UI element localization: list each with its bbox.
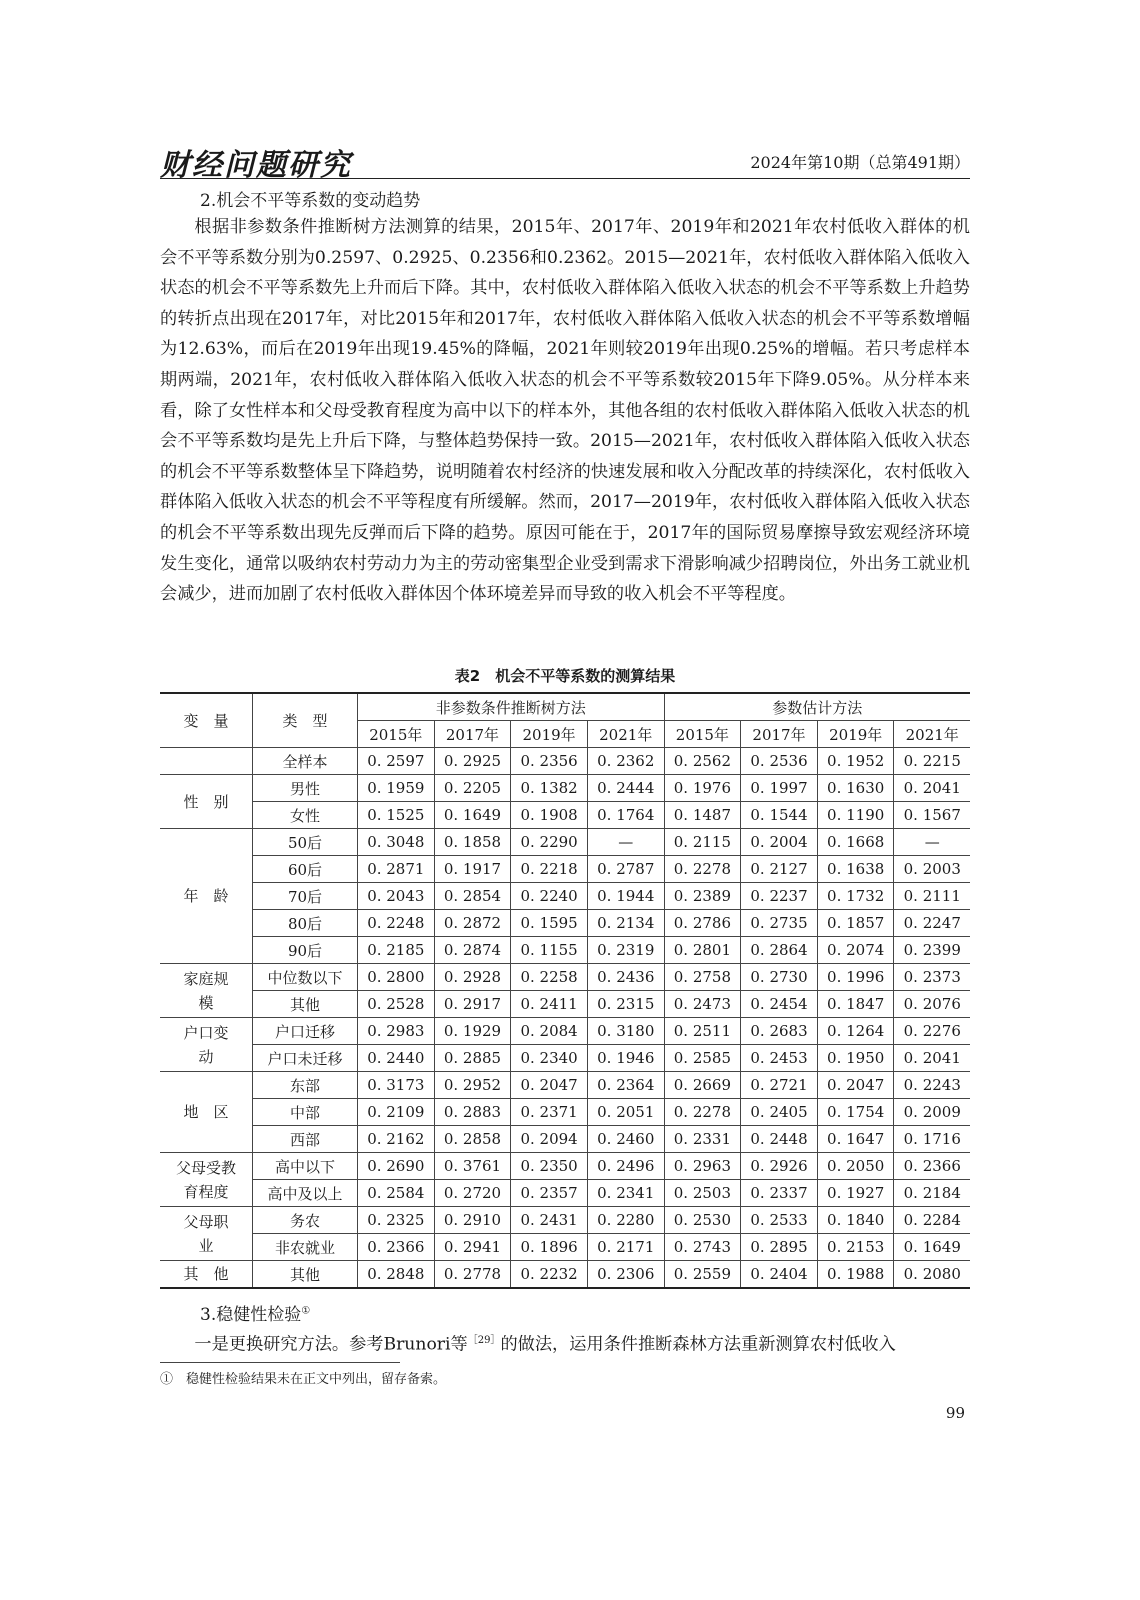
results-table (160, 692, 970, 1289)
value-cell: 0. 2047 (817, 1072, 894, 1099)
value-cell: 0. 2340 (511, 1045, 588, 1072)
value-cell: 0. 1952 (817, 748, 894, 775)
type-cell: 80后 (253, 910, 358, 937)
value-cell: 0. 2801 (664, 937, 741, 964)
value-cell: 0. 2371 (511, 1099, 588, 1126)
value-cell: 0. 2440 (358, 1045, 435, 1072)
table-row (160, 775, 970, 802)
year-header: 2017年 (741, 721, 818, 748)
type-cell: 60后 (253, 856, 358, 883)
value-cell: 0. 2043 (358, 883, 435, 910)
value-cell: 0. 2331 (664, 1126, 741, 1153)
value-cell: 0. 2883 (434, 1099, 511, 1126)
value-cell: 0. 2162 (358, 1126, 435, 1153)
value-cell: 0. 2559 (664, 1261, 741, 1289)
value-cell: 0. 2941 (434, 1234, 511, 1261)
value-cell: 0. 2248 (358, 910, 435, 937)
value-cell: 0. 2185 (358, 937, 435, 964)
value-cell: 0. 2306 (587, 1261, 664, 1289)
value-cell: 0. 3173 (358, 1072, 435, 1099)
value-cell: 0. 1988 (817, 1261, 894, 1289)
value-cell: 0. 2473 (664, 991, 741, 1018)
value-cell: 0. 2928 (434, 964, 511, 991)
value-cell: 0. 2721 (741, 1072, 818, 1099)
value-cell: 0. 2215 (894, 748, 970, 775)
value-cell: 0. 2404 (741, 1261, 818, 1289)
variable-cell: 年 龄 (160, 829, 253, 964)
value-cell: 0. 2453 (741, 1045, 818, 1072)
type-cell: 中位数以下 (253, 964, 358, 991)
value-cell: 0. 2366 (358, 1234, 435, 1261)
value-cell: 0. 2917 (434, 991, 511, 1018)
table-row (160, 748, 970, 775)
value-cell: 0. 2778 (434, 1261, 511, 1289)
section-3-text-b: 的做法，运用条件推断森林方法重新测算农村低收入 (500, 1334, 896, 1355)
value-cell: 0. 2350 (511, 1153, 588, 1180)
table-row (160, 1234, 970, 1261)
value-cell: 0. 1487 (664, 802, 741, 829)
value-cell: 0. 2362 (587, 748, 664, 775)
year-header: 2021年 (894, 721, 970, 748)
value-cell: 0. 2341 (587, 1180, 664, 1207)
value-cell: 0. 2325 (358, 1207, 435, 1234)
value-cell: 0. 2389 (664, 883, 741, 910)
type-cell: 女性 (253, 802, 358, 829)
value-cell: 0. 2280 (587, 1207, 664, 1234)
value-cell: 0. 1649 (434, 802, 511, 829)
value-cell: 0. 2530 (664, 1207, 741, 1234)
value-cell: 0. 2290 (511, 829, 588, 856)
value-cell: 0. 2720 (434, 1180, 511, 1207)
table-row (160, 1126, 970, 1153)
value-cell: 0. 2730 (741, 964, 818, 991)
value-cell: 0. 2786 (664, 910, 741, 937)
type-cell: 非农就业 (253, 1234, 358, 1261)
type-cell: 全样本 (253, 748, 358, 775)
value-cell: 0. 1946 (587, 1045, 664, 1072)
value-cell: 0. 1647 (817, 1126, 894, 1153)
variable-cell: 父母受教育程度 (160, 1153, 253, 1207)
value-cell: 0. 2218 (511, 856, 588, 883)
value-cell: 0. 1630 (817, 775, 894, 802)
type-cell: 中部 (253, 1099, 358, 1126)
value-cell: 0. 1155 (511, 937, 588, 964)
type-cell: 50后 (253, 829, 358, 856)
variable-cell: 户口变动 (160, 1018, 253, 1072)
type-cell: 户口未迁移 (253, 1045, 358, 1072)
type-cell: 东部 (253, 1072, 358, 1099)
value-cell: 0. 1840 (817, 1207, 894, 1234)
value-cell: 0. 2787 (587, 856, 664, 883)
value-cell: 0. 1944 (587, 883, 664, 910)
value-cell: 0. 1950 (817, 1045, 894, 1072)
value-cell: 0. 1668 (817, 829, 894, 856)
value-cell: 0. 2669 (664, 1072, 741, 1099)
value-cell: 0. 2184 (894, 1180, 970, 1207)
section-3-text-a: 一是更换研究方法。参考Brunori等 (194, 1334, 468, 1355)
value-cell: 0. 2243 (894, 1072, 970, 1099)
value-cell: 0. 2074 (817, 937, 894, 964)
value-cell: 0. 1595 (511, 910, 588, 937)
value-cell: 0. 2009 (894, 1099, 970, 1126)
value-cell: 0. 2364 (587, 1072, 664, 1099)
value-cell: 0. 2496 (587, 1153, 664, 1180)
value-cell: 0. 2094 (511, 1126, 588, 1153)
table-row (160, 1207, 970, 1234)
type-cell: 高中及以上 (253, 1180, 358, 1207)
table-row (160, 1180, 970, 1207)
value-cell: 0. 2848 (358, 1261, 435, 1289)
year-header: 2017年 (434, 721, 511, 748)
value-cell: 0. 2528 (358, 991, 435, 1018)
value-cell: 0. 1857 (817, 910, 894, 937)
value-cell: 0. 2109 (358, 1099, 435, 1126)
value-cell: 0. 2258 (511, 964, 588, 991)
value-cell: 0. 2373 (894, 964, 970, 991)
type-cell: 其他 (253, 1261, 358, 1289)
table-row (160, 991, 970, 1018)
value-cell: 0. 2858 (434, 1126, 511, 1153)
value-cell: 0. 2963 (664, 1153, 741, 1180)
value-cell: 0. 2315 (587, 991, 664, 1018)
value-cell: 0. 1764 (587, 802, 664, 829)
value-cell: 0. 2758 (664, 964, 741, 991)
value-cell: 0. 2084 (511, 1018, 588, 1045)
value-cell: 0. 2337 (741, 1180, 818, 1207)
value-cell: 0. 2076 (894, 991, 970, 1018)
type-cell: 务农 (253, 1207, 358, 1234)
value-cell: 0. 2278 (664, 1099, 741, 1126)
type-cell: 高中以下 (253, 1153, 358, 1180)
value-cell: 0. 2134 (587, 910, 664, 937)
table-row (160, 1045, 970, 1072)
table-row (160, 829, 970, 856)
value-cell: 0. 2127 (741, 856, 818, 883)
table-row (160, 802, 970, 829)
header-variable: 变 量 (160, 693, 253, 748)
value-cell: 0. 3048 (358, 829, 435, 856)
value-cell: 0. 2436 (587, 964, 664, 991)
variable-cell: 性 别 (160, 775, 253, 829)
value-cell: 0. 2431 (511, 1207, 588, 1234)
table-row (160, 1018, 970, 1045)
year-header: 2015年 (358, 721, 435, 748)
value-cell: 0. 2115 (664, 829, 741, 856)
value-cell: 0. 2511 (664, 1018, 741, 1045)
type-cell: 户口迁移 (253, 1018, 358, 1045)
year-header: 2019年 (511, 721, 588, 748)
table-body (160, 748, 970, 1289)
value-cell: 0. 2047 (511, 1072, 588, 1099)
value-cell: 0. 1959 (358, 775, 435, 802)
table-row (160, 1072, 970, 1099)
value-cell: 0. 2405 (741, 1099, 818, 1126)
type-cell: 男性 (253, 775, 358, 802)
table-row (160, 856, 970, 883)
table-row (160, 964, 970, 991)
table-row (160, 1261, 970, 1289)
value-cell: 0. 1754 (817, 1099, 894, 1126)
value-cell: 0. 1649 (894, 1234, 970, 1261)
value-cell: 0. 2232 (511, 1261, 588, 1289)
value-cell: 0. 2874 (434, 937, 511, 964)
value-cell: 0. 2503 (664, 1180, 741, 1207)
page-number: 99 (945, 1404, 965, 1422)
value-cell: 0. 1847 (817, 991, 894, 1018)
value-cell: 0. 2584 (358, 1180, 435, 1207)
value-cell: 0. 2319 (587, 937, 664, 964)
value-cell: 0. 1382 (511, 775, 588, 802)
value-cell: 0. 1976 (664, 775, 741, 802)
year-header: 2021年 (587, 721, 664, 748)
value-cell: 0. 2284 (894, 1207, 970, 1234)
value-cell: 0. 2003 (894, 856, 970, 883)
value-cell: 0. 2895 (741, 1234, 818, 1261)
value-cell: 0. 1908 (511, 802, 588, 829)
value-cell: 0. 2356 (511, 748, 588, 775)
footnote-rule (160, 1362, 400, 1363)
value-cell: 0. 1544 (741, 802, 818, 829)
value-cell: 0. 2051 (587, 1099, 664, 1126)
table-caption: 表2 机会不平等系数的测算结果 (454, 667, 676, 685)
value-cell: 0. 2885 (434, 1045, 511, 1072)
section-2-title: 2.机会不平等系数的变动趋势 (200, 191, 421, 211)
value-cell: 0. 1732 (817, 883, 894, 910)
value-cell: 0. 1858 (434, 829, 511, 856)
value-cell: 0. 2357 (511, 1180, 588, 1207)
variable-cell: 父母职业 (160, 1207, 253, 1261)
value-cell: 0. 2854 (434, 883, 511, 910)
issue-info: 2024年第10期（总第491期） (750, 153, 970, 172)
value-cell: 0. 2926 (741, 1153, 818, 1180)
value-cell: — (587, 829, 664, 856)
type-cell: 其他 (253, 991, 358, 1018)
value-cell: 0. 2562 (664, 748, 741, 775)
value-cell: — (894, 829, 970, 856)
value-cell: 0. 1996 (817, 964, 894, 991)
value-cell: 0. 2585 (664, 1045, 741, 1072)
section-3-title (200, 1300, 310, 1325)
value-cell: 0. 2683 (741, 1018, 818, 1045)
value-cell: 0. 2050 (817, 1153, 894, 1180)
value-cell: 0. 1716 (894, 1126, 970, 1153)
value-cell: 0. 2004 (741, 829, 818, 856)
journal-logo: 财经问题研究 (160, 148, 352, 183)
value-cell: 0. 2080 (894, 1261, 970, 1289)
value-cell: 0. 2952 (434, 1072, 511, 1099)
value-cell: 0. 2983 (358, 1018, 435, 1045)
section-3-title-text: 3.稳健性检验 (200, 1305, 302, 1325)
value-cell: 0. 1190 (817, 802, 894, 829)
value-cell: 0. 2597 (358, 748, 435, 775)
type-cell: 90后 (253, 937, 358, 964)
body-paragraph (160, 212, 970, 610)
value-cell: 0. 2278 (664, 856, 741, 883)
type-cell: 70后 (253, 883, 358, 910)
year-header: 2019年 (817, 721, 894, 748)
value-cell: 0. 2448 (741, 1126, 818, 1153)
variable-cell (160, 748, 253, 775)
value-cell: 0. 2735 (741, 910, 818, 937)
value-cell: 0. 2690 (358, 1153, 435, 1180)
value-cell: 0. 2444 (587, 775, 664, 802)
value-cell: 0. 2205 (434, 775, 511, 802)
table-header-row-1 (160, 693, 970, 721)
table-row (160, 883, 970, 910)
value-cell: 0. 2411 (511, 991, 588, 1018)
year-header: 2015年 (664, 721, 741, 748)
value-cell: 0. 1896 (511, 1234, 588, 1261)
value-cell: 0. 2399 (894, 937, 970, 964)
table-row (160, 1099, 970, 1126)
variable-cell: 地 区 (160, 1072, 253, 1153)
value-cell: 0. 1929 (434, 1018, 511, 1045)
value-cell: 0. 2871 (358, 856, 435, 883)
footnote-marker: ① (301, 1305, 311, 1317)
header-rule (160, 178, 970, 179)
table-row (160, 1153, 970, 1180)
value-cell: 0. 1997 (741, 775, 818, 802)
value-cell: 0. 2872 (434, 910, 511, 937)
value-cell: 0. 1638 (817, 856, 894, 883)
header-type: 类 型 (253, 693, 358, 748)
value-cell: 0. 1264 (817, 1018, 894, 1045)
value-cell: 0. 2533 (741, 1207, 818, 1234)
value-cell: 0. 2276 (894, 1018, 970, 1045)
header-method-parametric: 参数估计方法 (664, 693, 970, 721)
section-3-text (160, 1326, 970, 1360)
type-cell: 西部 (253, 1126, 358, 1153)
value-cell: 0. 2366 (894, 1153, 970, 1180)
value-cell: 0. 2925 (434, 748, 511, 775)
value-cell: 0. 2743 (664, 1234, 741, 1261)
value-cell: 0. 3180 (587, 1018, 664, 1045)
value-cell: 0. 2910 (434, 1207, 511, 1234)
value-cell: 0. 2240 (511, 883, 588, 910)
value-cell: 0. 2041 (894, 1045, 970, 1072)
value-cell: 0. 2864 (741, 937, 818, 964)
value-cell: 0. 3761 (434, 1153, 511, 1180)
value-cell: 0. 2111 (894, 883, 970, 910)
value-cell: 0. 1525 (358, 802, 435, 829)
value-cell: 0. 2460 (587, 1126, 664, 1153)
value-cell: 0. 2041 (894, 775, 970, 802)
value-cell: 0. 2247 (894, 910, 970, 937)
value-cell: 0. 2454 (741, 991, 818, 1018)
variable-cell: 其 他 (160, 1261, 253, 1289)
paragraph-text: 根据非参数条件推断树方法测算的结果，2015年、2017年、2019年和2021年农村低收入群体的机会不平等系数分别为0.2597、0.2925、0.2356和0.2362。2015—2021年，农村低收入群体陷入低收入状态的机会不平等系数先上升而后下降。其中，农村低收入群体陷入低收入状态的机会不平等系数上升趋势的转折点出现在2017年，对比2015年和2017年，农村低收入群体陷入低收入状态的机会不平等系数增幅为12.63%，而后在2019年出现19.45%的降幅，2021年则较2019年出现0.25%的增幅。若只考虑样本期两端，2021年，农村低收入群体陷入低收入状态的机会不平等系数较2015年下降9.05%。从分样本来看，除了女性样本和父母受教育程度为高中以下的样本外，其他各组的农村低收入群体陷入低收入状态的机会不平等系数均是先上升后下降，与整体趋势保持一致。2015—2021年，农村低收入群体陷入低收入状态的机会不平等系数整体呈下降趋势，说明随着农村经济的快速发展和收入分配改革的持续深化，农村低收入群体陷入低收入状态的机会不平等程度有所缓解。然而，2017—2019年，农村低收入群体陷入低收入状态的机会不平等系数出现先反弹而后下降的趋势。原因可能在于，2017年的国际贸易摩擦导致宏观经济环境发生变化，通常以吸纳农村劳动力为主的劳动密集型企业受到需求下滑影响减少招聘岗位，外出务工就业机会减少，进而加剧了农村低收入群体因个体环境差异而导致的收入机会不平等程度。 (160, 217, 970, 605)
value-cell: 0. 1927 (817, 1180, 894, 1207)
value-cell: 0. 2171 (587, 1234, 664, 1261)
value-cell: 0. 2153 (817, 1234, 894, 1261)
citation-ref: ［29］ (467, 1335, 501, 1346)
footnote: ① 稳健性检验结果未在正文中列出，留存备索。 (160, 1372, 447, 1387)
value-cell: 0. 2800 (358, 964, 435, 991)
header-method-nonparametric: 非参数条件推断树方法 (358, 693, 665, 721)
value-cell: 0. 1917 (434, 856, 511, 883)
value-cell: 0. 2237 (741, 883, 818, 910)
variable-cell: 家庭规模 (160, 964, 253, 1018)
table-row (160, 910, 970, 937)
table-row (160, 937, 970, 964)
value-cell: 0. 1567 (894, 802, 970, 829)
value-cell: 0. 2536 (741, 748, 818, 775)
